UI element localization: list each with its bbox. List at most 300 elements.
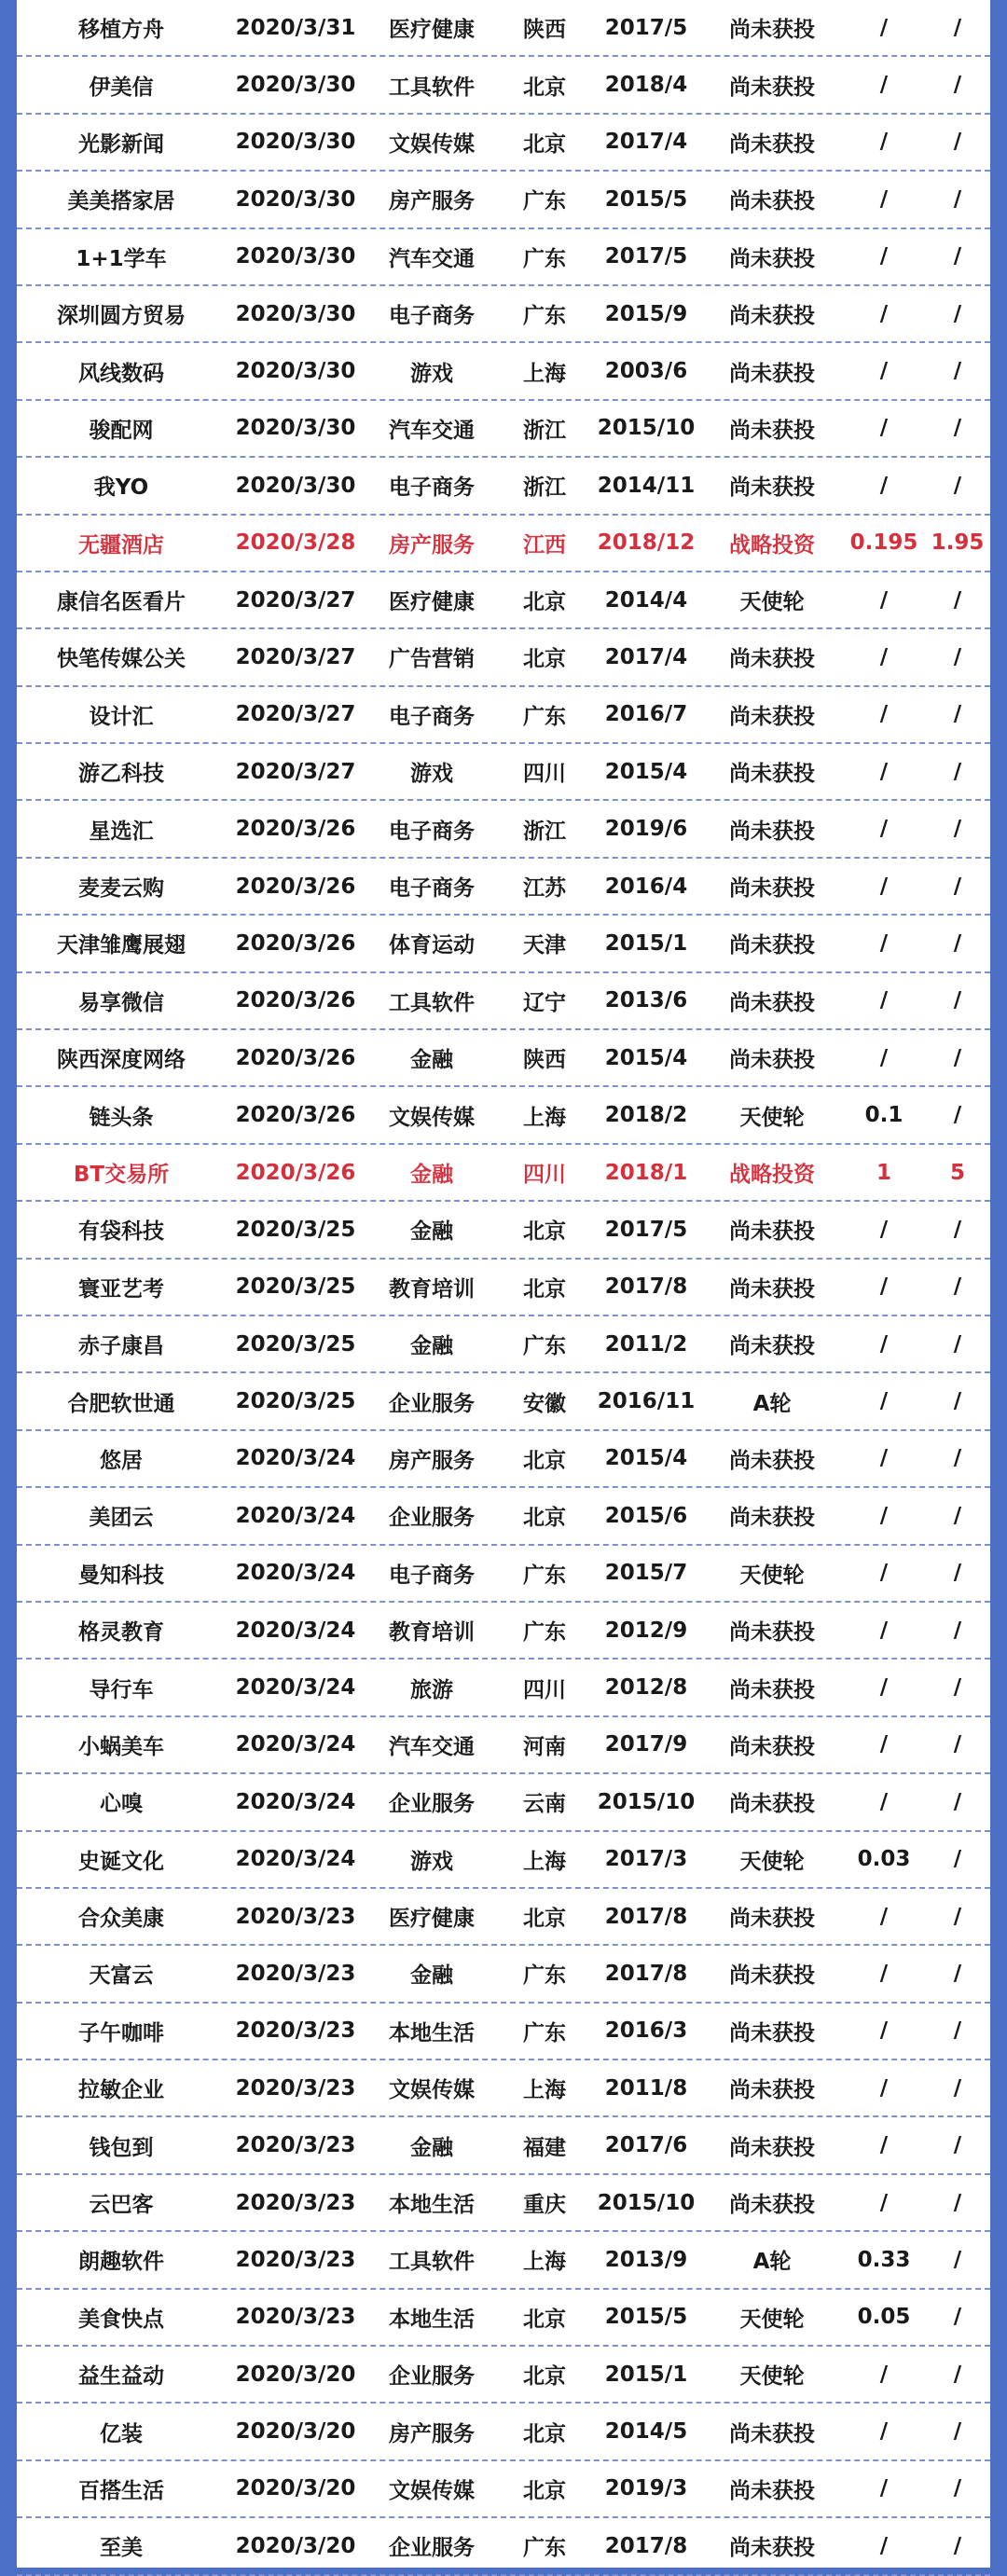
table-row	[17, 2232, 990, 2289]
round-cell: 尚未获投	[729, 1677, 815, 1702]
region-cell: 广东	[523, 1563, 566, 1588]
amount-cell-2: /	[953, 1789, 962, 1814]
round-cell: 尚未获投	[729, 1792, 815, 1817]
date-cell: 2020/3/25	[235, 1217, 356, 1242]
table-row	[17, 115, 990, 172]
amount-cell-1: 0.03	[857, 1847, 911, 1872]
company-name-cell: 合众美康	[78, 1907, 164, 1932]
table-row	[17, 2060, 990, 2117]
amount-cell-2: /	[953, 1103, 962, 1128]
date-cell: 2020/3/25	[235, 1389, 356, 1414]
region-cell: 北京	[523, 1506, 566, 1531]
company-name-cell: 伊美信	[89, 75, 154, 100]
table-row	[17, 916, 990, 972]
round-cell: 尚未获投	[729, 2020, 815, 2046]
industry-cell: 企业服务	[389, 1391, 475, 1416]
industry-cell: 金融	[410, 1334, 453, 1359]
date-cell: 2020/3/27	[235, 759, 356, 784]
round-cell: 尚未获投	[729, 1048, 815, 1073]
company-name-cell: 游乙科技	[78, 762, 164, 787]
company-name-cell: 风线数码	[78, 361, 164, 386]
table-row	[17, 286, 990, 343]
amount-cell-2: /	[953, 1675, 962, 1701]
round-cell: 战略投资	[729, 1163, 815, 1187]
round-cell: 尚未获投	[729, 246, 815, 271]
round-cell: 尚未获投	[729, 2421, 815, 2446]
amount-cell-2: /	[953, 2362, 962, 2387]
date-cell: 2020/3/20	[235, 2362, 356, 2387]
table-row	[17, 572, 990, 629]
founded-cell: 2017/8	[604, 1274, 688, 1300]
round-cell: 尚未获投	[729, 2135, 815, 2160]
industry-cell: 文娱传媒	[389, 2478, 475, 2503]
amount-cell-1: /	[879, 2133, 889, 2158]
company-name-cell: 康信名医看片	[57, 590, 186, 615]
date-cell: 2020/3/23	[235, 2133, 356, 2158]
amount-cell-1: /	[879, 2476, 889, 2501]
table-row	[17, 859, 990, 916]
company-name-cell: 天富云	[89, 1963, 154, 1989]
company-name-cell: 史诞文化	[78, 1849, 164, 1874]
founded-cell: 2018/2	[604, 1103, 688, 1128]
industry-cell: 电子商务	[389, 704, 475, 729]
industry-cell: 游戏	[410, 361, 453, 386]
founded-cell: 2015/1	[604, 930, 688, 956]
date-cell: 2020/3/23	[235, 2190, 356, 2215]
date-cell: 2020/3/26	[235, 1160, 356, 1185]
date-cell: 2020/3/24	[235, 1561, 356, 1586]
amount-cell-2: /	[953, 1045, 962, 1070]
industry-cell: 文娱传媒	[389, 2078, 475, 2103]
founded-cell: 2013/9	[604, 2247, 688, 2272]
amount-cell-1: /	[879, 587, 889, 613]
founded-cell: 2018/12	[597, 530, 696, 556]
date-cell: 2020/3/26	[235, 1045, 356, 1070]
company-name-cell: 快笔传媒公关	[57, 647, 186, 672]
founded-cell: 2016/4	[604, 874, 688, 899]
region-cell: 江西	[523, 532, 566, 558]
industry-cell: 电子商务	[389, 1563, 475, 1588]
amount-cell-2: /	[953, 2247, 962, 2272]
industry-cell: 游戏	[410, 762, 453, 787]
region-cell: 北京	[523, 2478, 566, 2503]
founded-cell: 2014/11	[597, 473, 696, 498]
industry-cell: 医疗健康	[389, 1907, 475, 1932]
round-cell: 尚未获投	[729, 1907, 815, 1932]
table-row	[17, 1373, 990, 1430]
round-cell: 尚未获投	[729, 990, 815, 1015]
round-cell: 尚未获投	[729, 1276, 815, 1302]
amount-cell-2: /	[953, 644, 962, 669]
company-name-cell: 美美搭家居	[67, 189, 175, 214]
amount-cell-2: /	[953, 73, 962, 98]
amount-cell-1: /	[879, 930, 889, 956]
round-cell: 尚未获投	[729, 1219, 815, 1245]
table-row	[17, 1087, 990, 1144]
region-cell: 安徽	[523, 1391, 566, 1416]
round-cell: 战略投资	[729, 532, 815, 558]
table-row	[17, 973, 990, 1030]
amount-cell-1: /	[879, 1561, 889, 1586]
amount-cell-2: /	[953, 2018, 962, 2044]
amount-cell-1: /	[879, 1274, 889, 1300]
industry-cell: 游戏	[410, 1849, 453, 1874]
date-cell: 2020/3/23	[235, 2018, 356, 2044]
round-cell: 尚未获投	[729, 75, 815, 100]
founded-cell: 2016/3	[604, 2018, 688, 2044]
round-cell: 尚未获投	[729, 1334, 815, 1359]
company-name-cell: 云巴客	[89, 2193, 154, 2218]
founded-cell: 2018/1	[604, 1160, 688, 1185]
amount-cell-1: /	[879, 1331, 889, 1357]
table-row	[17, 1316, 990, 1373]
round-cell: 尚未获投	[729, 475, 815, 501]
round-cell: 天使轮	[739, 1849, 805, 1874]
table-row	[17, 1260, 990, 1316]
date-cell: 2020/3/30	[235, 359, 356, 384]
round-cell: 尚未获投	[729, 1963, 815, 1989]
amount-cell-1: /	[879, 759, 889, 784]
founded-cell: 2017/3	[604, 1847, 688, 1872]
company-name-cell: 至美	[100, 2536, 143, 2561]
founded-cell: 2015/5	[604, 2305, 688, 2330]
round-cell: 尚未获投	[729, 1506, 815, 1531]
round-cell: 尚未获投	[729, 189, 815, 214]
table-row	[17, 516, 990, 572]
amount-cell-1: /	[879, 702, 889, 727]
amount-cell-2: /	[953, 15, 962, 40]
industry-cell: 企业服务	[389, 2536, 475, 2561]
round-cell: 尚未获投	[729, 933, 815, 958]
region-cell: 陕西	[523, 1048, 566, 1073]
table-row	[17, 1660, 990, 1716]
date-cell: 2020/3/24	[235, 1446, 356, 1471]
amount-cell-1: /	[879, 988, 889, 1013]
industry-cell: 房产服务	[389, 532, 475, 558]
region-cell: 广东	[523, 304, 566, 329]
amount-cell-1: /	[879, 1217, 889, 1242]
table-row	[17, 1202, 990, 1259]
amount-cell-1: /	[879, 2018, 889, 2044]
amount-cell-2: /	[953, 2476, 962, 2501]
company-name-cell: 有袋科技	[78, 1219, 164, 1245]
date-cell: 2020/3/27	[235, 702, 356, 727]
region-cell: 北京	[523, 75, 566, 100]
founded-cell: 2015/4	[604, 759, 688, 784]
region-cell: 北京	[523, 1448, 566, 1473]
region-cell: 浙江	[523, 418, 566, 443]
region-cell: 北京	[523, 2307, 566, 2332]
round-cell: 尚未获投	[729, 1448, 815, 1473]
amount-cell-1: 0.1	[864, 1103, 904, 1128]
industry-cell: 教育培训	[389, 1276, 475, 1302]
amount-cell-1: 0.05	[857, 2305, 911, 2330]
company-name-cell: 拉敏企业	[78, 2078, 164, 2103]
founded-cell: 2017/5	[604, 244, 688, 269]
date-cell: 2020/3/24	[235, 1503, 356, 1528]
region-cell: 北京	[523, 1219, 566, 1245]
industry-cell: 金融	[410, 2135, 453, 2160]
region-cell: 广东	[523, 1620, 566, 1646]
amount-cell-1: /	[879, 186, 889, 212]
industry-cell: 金融	[410, 1219, 453, 1245]
table-frame	[17, 0, 990, 2568]
industry-cell: 电子商务	[389, 475, 475, 501]
amount-cell-2: /	[953, 1217, 962, 1242]
region-cell: 上海	[523, 1849, 566, 1874]
amount-cell-2: /	[953, 2133, 962, 2158]
industry-cell: 文娱传媒	[389, 1105, 475, 1130]
amount-cell-2: /	[953, 473, 962, 498]
company-name-cell: BT交易所	[73, 1163, 170, 1187]
company-name-cell: 我YO	[93, 475, 149, 501]
founded-cell: 2015/9	[604, 301, 688, 326]
table-row	[17, 458, 990, 515]
round-cell: 天使轮	[739, 590, 805, 615]
table-row	[17, 172, 990, 228]
amount-cell-1: /	[879, 130, 889, 155]
date-cell: 2020/3/30	[235, 244, 356, 269]
region-cell: 辽宁	[523, 990, 566, 1015]
date-cell: 2020/3/30	[235, 130, 356, 155]
amount-cell-2: /	[953, 874, 962, 899]
amount-cell-1: /	[879, 73, 889, 98]
table-row	[17, 801, 990, 858]
table-row	[17, 2347, 990, 2404]
date-cell: 2020/3/20	[235, 2476, 356, 2501]
founded-cell: 2019/6	[604, 817, 688, 842]
founded-cell: 2018/4	[604, 73, 688, 98]
company-name-cell: 易享微信	[78, 990, 164, 1015]
region-cell: 上海	[523, 2078, 566, 2103]
date-cell: 2020/3/30	[235, 73, 356, 98]
date-cell: 2020/3/27	[235, 644, 356, 669]
amount-cell-1: /	[879, 644, 889, 669]
company-name-cell: 合肥软世通	[67, 1391, 175, 1416]
company-name-cell: 钱包到	[89, 2135, 154, 2160]
industry-cell: 旅游	[410, 1677, 453, 1702]
amount-cell-1: 0.33	[857, 2247, 911, 2272]
amount-cell-1: /	[879, 1961, 889, 1986]
industry-cell: 房产服务	[389, 189, 475, 214]
company-name-cell: 格灵教育	[78, 1620, 164, 1646]
amount-cell-2: /	[953, 930, 962, 956]
table-row	[17, 2461, 990, 2518]
amount-cell-2: /	[953, 1618, 962, 1643]
table-row	[17, 1546, 990, 1603]
company-name-cell: 导行车	[89, 1677, 154, 1702]
company-name-cell: 光影新闻	[78, 131, 164, 157]
region-cell: 浙江	[523, 819, 566, 844]
date-cell: 2020/3/30	[235, 473, 356, 498]
company-name-cell: 1+1学车	[76, 246, 167, 271]
amount-cell-2: /	[953, 359, 962, 384]
region-cell: 浙江	[523, 475, 566, 501]
table-row	[17, 401, 990, 458]
company-name-cell: 深圳圆方贸易	[57, 304, 186, 329]
region-cell: 北京	[523, 2421, 566, 2446]
date-cell: 2020/3/20	[235, 2419, 356, 2445]
amount-cell-1: /	[879, 2075, 889, 2101]
table-row	[17, 1774, 990, 1831]
table-row	[17, 343, 990, 400]
table-row	[17, 1603, 990, 1660]
company-name-cell: 链头条	[89, 1105, 154, 1130]
round-cell: 尚未获投	[729, 819, 815, 844]
amount-cell-2: /	[953, 587, 962, 613]
founded-cell: 2015/10	[597, 1789, 696, 1814]
founded-cell: 2016/7	[604, 702, 688, 727]
amount-cell-2: /	[953, 130, 962, 155]
industry-cell: 文娱传媒	[389, 131, 475, 157]
region-cell: 北京	[523, 1276, 566, 1302]
amount-cell-1: 0.195	[849, 530, 918, 556]
founded-cell: 2017/8	[604, 1904, 688, 1929]
date-cell: 2020/3/23	[235, 1961, 356, 1986]
round-cell: 尚未获投	[729, 2536, 815, 2561]
industry-cell: 电子商务	[389, 876, 475, 902]
table-row	[17, 57, 990, 114]
industry-cell: 工具软件	[389, 990, 475, 1015]
table-row	[17, 1145, 990, 1202]
amount-cell-1: /	[879, 1904, 889, 1929]
round-cell: 尚未获投	[729, 2193, 815, 2218]
table-row	[17, 2117, 990, 2174]
amount-cell-1: /	[879, 2190, 889, 2215]
amount-cell-2: 5	[949, 1160, 965, 1185]
amount-cell-1: /	[879, 1503, 889, 1528]
founded-cell: 2015/6	[604, 1503, 688, 1528]
date-cell: 2020/3/30	[235, 301, 356, 326]
amount-cell-2: /	[953, 416, 962, 441]
amount-cell-1: /	[879, 2533, 889, 2558]
amount-cell-2: /	[953, 1732, 962, 1757]
table-row	[17, 744, 990, 801]
industry-cell: 电子商务	[389, 304, 475, 329]
industry-cell: 房产服务	[389, 1448, 475, 1473]
date-cell: 2020/3/26	[235, 817, 356, 842]
region-cell: 上海	[523, 1105, 566, 1130]
amount-cell-2: /	[953, 2190, 962, 2215]
founded-cell: 2014/5	[604, 2419, 688, 2445]
founded-cell: 2013/6	[604, 988, 688, 1013]
founded-cell: 2017/8	[604, 2533, 688, 2558]
amount-cell-2: /	[953, 1503, 962, 1528]
company-name-cell: 心嗅	[100, 1792, 143, 1817]
region-cell: 广东	[523, 704, 566, 729]
industry-cell: 汽车交通	[389, 1734, 475, 1759]
amount-cell-2: /	[953, 988, 962, 1013]
table-row	[17, 0, 990, 57]
table-row	[17, 2290, 990, 2347]
date-cell: 2020/3/26	[235, 988, 356, 1013]
company-name-cell: 陕西深度网络	[57, 1048, 186, 1073]
amount-cell-2: /	[953, 2419, 962, 2445]
region-cell: 广东	[523, 2536, 566, 2561]
founded-cell: 2016/11	[597, 1389, 696, 1414]
founded-cell: 2015/10	[597, 416, 696, 441]
amount-cell-2: /	[953, 1961, 962, 1986]
founded-cell: 2012/9	[604, 1618, 688, 1643]
amount-cell-2: 1.95	[931, 530, 985, 556]
table-row	[17, 1889, 990, 1946]
founded-cell: 2011/8	[604, 2075, 688, 2101]
region-cell: 广东	[523, 189, 566, 214]
round-cell: 尚未获投	[729, 304, 815, 329]
date-cell: 2020/3/26	[235, 874, 356, 899]
company-name-cell: 设计汇	[89, 704, 154, 729]
industry-cell: 本地生活	[389, 2020, 475, 2046]
region-cell: 广东	[523, 1334, 566, 1359]
table-row	[17, 1832, 990, 1889]
round-cell: 尚未获投	[729, 361, 815, 386]
region-cell: 陕西	[523, 18, 566, 43]
founded-cell: 2017/4	[604, 130, 688, 155]
company-name-cell: 星选汇	[89, 819, 154, 844]
industry-cell: 金融	[410, 1048, 453, 1073]
founded-cell: 2011/2	[604, 1331, 688, 1357]
company-name-cell: 麦麦云购	[78, 876, 164, 902]
table-row	[17, 687, 990, 744]
amount-cell-2: /	[953, 301, 962, 326]
date-cell: 2020/3/28	[235, 530, 356, 556]
region-cell: 北京	[523, 1907, 566, 1932]
round-cell: A轮	[752, 2250, 792, 2275]
amount-cell-2: /	[953, 702, 962, 727]
amount-cell-1: /	[879, 1675, 889, 1701]
date-cell: 2020/3/31	[235, 15, 356, 40]
industry-cell: 医疗健康	[389, 18, 475, 43]
date-cell: 2020/3/23	[235, 1904, 356, 1929]
date-cell: 2020/3/26	[235, 930, 356, 956]
amount-cell-2: /	[953, 817, 962, 842]
amount-cell-1: /	[879, 359, 889, 384]
amount-cell-2: /	[953, 2305, 962, 2330]
date-cell: 2020/3/27	[235, 587, 356, 613]
amount-cell-2: /	[953, 1847, 962, 1872]
industry-cell: 广告营销	[389, 647, 475, 672]
table-row	[17, 2004, 990, 2060]
date-cell: 2020/3/24	[235, 1789, 356, 1814]
founded-cell: 2017/6	[604, 2133, 688, 2158]
round-cell: 尚未获投	[729, 647, 815, 672]
founded-cell: 2017/5	[604, 15, 688, 40]
region-cell: 天津	[523, 933, 566, 958]
date-cell: 2020/3/25	[235, 1331, 356, 1357]
amount-cell-1: /	[879, 301, 889, 326]
founded-cell: 2015/4	[604, 1446, 688, 1471]
region-cell: 江苏	[523, 876, 566, 902]
amount-cell-1: /	[879, 1732, 889, 1757]
industry-cell: 企业服务	[389, 1792, 475, 1817]
date-cell: 2020/3/23	[235, 2075, 356, 2101]
region-cell: 北京	[523, 2364, 566, 2390]
industry-cell: 工具软件	[389, 2250, 475, 2275]
company-name-cell: 亿装	[100, 2421, 143, 2446]
round-cell: 尚未获投	[729, 704, 815, 729]
company-name-cell: 益生益动	[78, 2364, 164, 2390]
amount-cell-1: /	[879, 416, 889, 441]
amount-cell-1: /	[879, 1789, 889, 1814]
founded-cell: 2015/1	[604, 2362, 688, 2387]
founded-cell: 2003/6	[604, 359, 688, 384]
amount-cell-2: /	[953, 244, 962, 269]
region-cell: 广东	[523, 2020, 566, 2046]
date-cell: 2020/3/30	[235, 416, 356, 441]
amount-cell-2: /	[953, 1389, 962, 1414]
amount-cell-1: /	[879, 1446, 889, 1471]
industry-cell: 汽车交通	[389, 418, 475, 443]
